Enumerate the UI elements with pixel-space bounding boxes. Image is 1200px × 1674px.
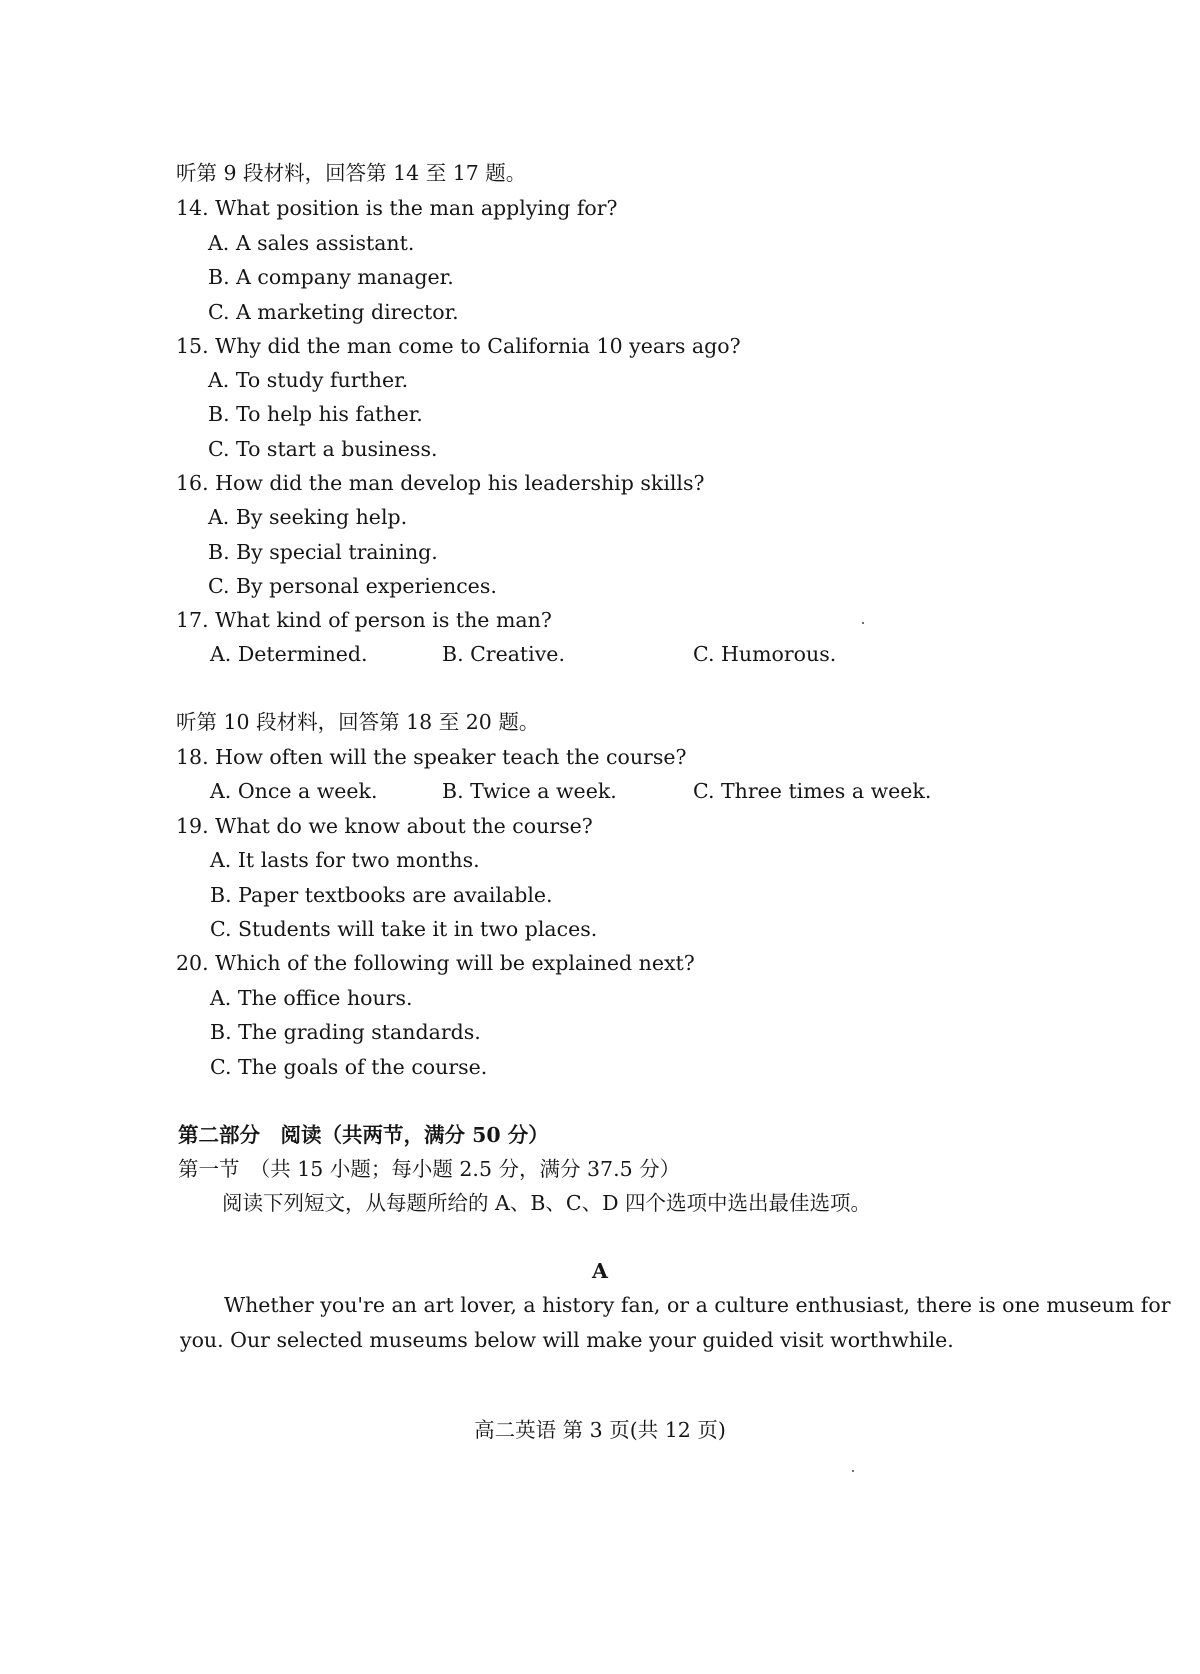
question-16-option-b: B. By special training. [208, 540, 438, 564]
question-19-stem: 19. What do we know about the course? [176, 814, 593, 838]
question-17-option-c: C. Humorous. [693, 642, 837, 666]
section-9-header: 听第 9 段材料，回答第 14 至 17 题。 [176, 161, 527, 185]
passage-line-1: Whether you're an art lover, a history fan, or a culture enthusiast, there is one museum for [224, 1293, 1171, 1317]
part-two-heading: 第二部分 阅读（共两节，满分 50 分） [178, 1123, 549, 1147]
question-17-option-a: A. Determined. [210, 642, 368, 666]
question-14-option-b: B. A company manager. [208, 265, 454, 289]
question-18-option-b: B. Twice a week. [442, 779, 617, 803]
question-16-option-c: C. By personal experiences. [208, 574, 497, 598]
question-18-option-a: A. Once a week. [210, 779, 378, 803]
question-17-option-b: B. Creative. [442, 642, 565, 666]
scan-speck [852, 1470, 854, 1472]
passage-line-2: you. Our selected museums below will make your guided visit worthwhile. [180, 1328, 954, 1352]
question-14-option-a: A. A sales assistant. [208, 231, 415, 255]
question-18-options [0, 778, 1200, 804]
question-19-option-a: A. It lasts for two months. [210, 848, 480, 872]
section-one-heading: 第一节 （共 15 小题；每小题 2.5 分，满分 37.5 分） [178, 1157, 681, 1181]
question-14-option-c: C. A marketing director. [208, 300, 459, 324]
question-20-option-a: A. The office hours. [210, 986, 413, 1010]
question-16-option-a: A. By seeking help. [208, 505, 408, 529]
question-20-stem: 20. Which of the following will be explained next? [176, 951, 695, 975]
question-20-option-b: B. The grading standards. [210, 1020, 481, 1044]
question-14-stem: 14. What position is the man applying for? [176, 196, 618, 220]
question-16-stem: 16. How did the man develop his leadership skills? [176, 471, 705, 495]
question-15-option-a: A. To study further. [208, 368, 409, 392]
question-15-option-c: C. To start a business. [208, 437, 438, 461]
passage-label: A [592, 1259, 608, 1283]
page-footer: 高二英语 第 3 页(共 12 页) [474, 1418, 726, 1442]
question-19-option-b: B. Paper textbooks are available. [210, 883, 553, 907]
question-15-stem: 15. Why did the man come to California 10 years ago? [176, 334, 741, 358]
question-20-option-c: C. The goals of the course. [210, 1055, 488, 1079]
question-17-stem: 17. What kind of person is the man? [176, 608, 552, 632]
reading-instruction: 阅读下列短文，从每题所给的 A、B、C、D 四个选项中选出最佳选项。 [222, 1191, 872, 1215]
question-18-stem: 18. How often will the speaker teach the course? [176, 745, 687, 769]
section-10-header: 听第 10 段材料，回答第 18 至 20 题。 [176, 710, 540, 734]
question-15-option-b: B. To help his father. [208, 402, 423, 426]
scan-speck [862, 622, 864, 624]
question-19-option-c: C. Students will take it in two places. [210, 917, 598, 941]
question-18-option-c: C. Three times a week. [693, 779, 932, 803]
question-17-options [0, 641, 1200, 667]
